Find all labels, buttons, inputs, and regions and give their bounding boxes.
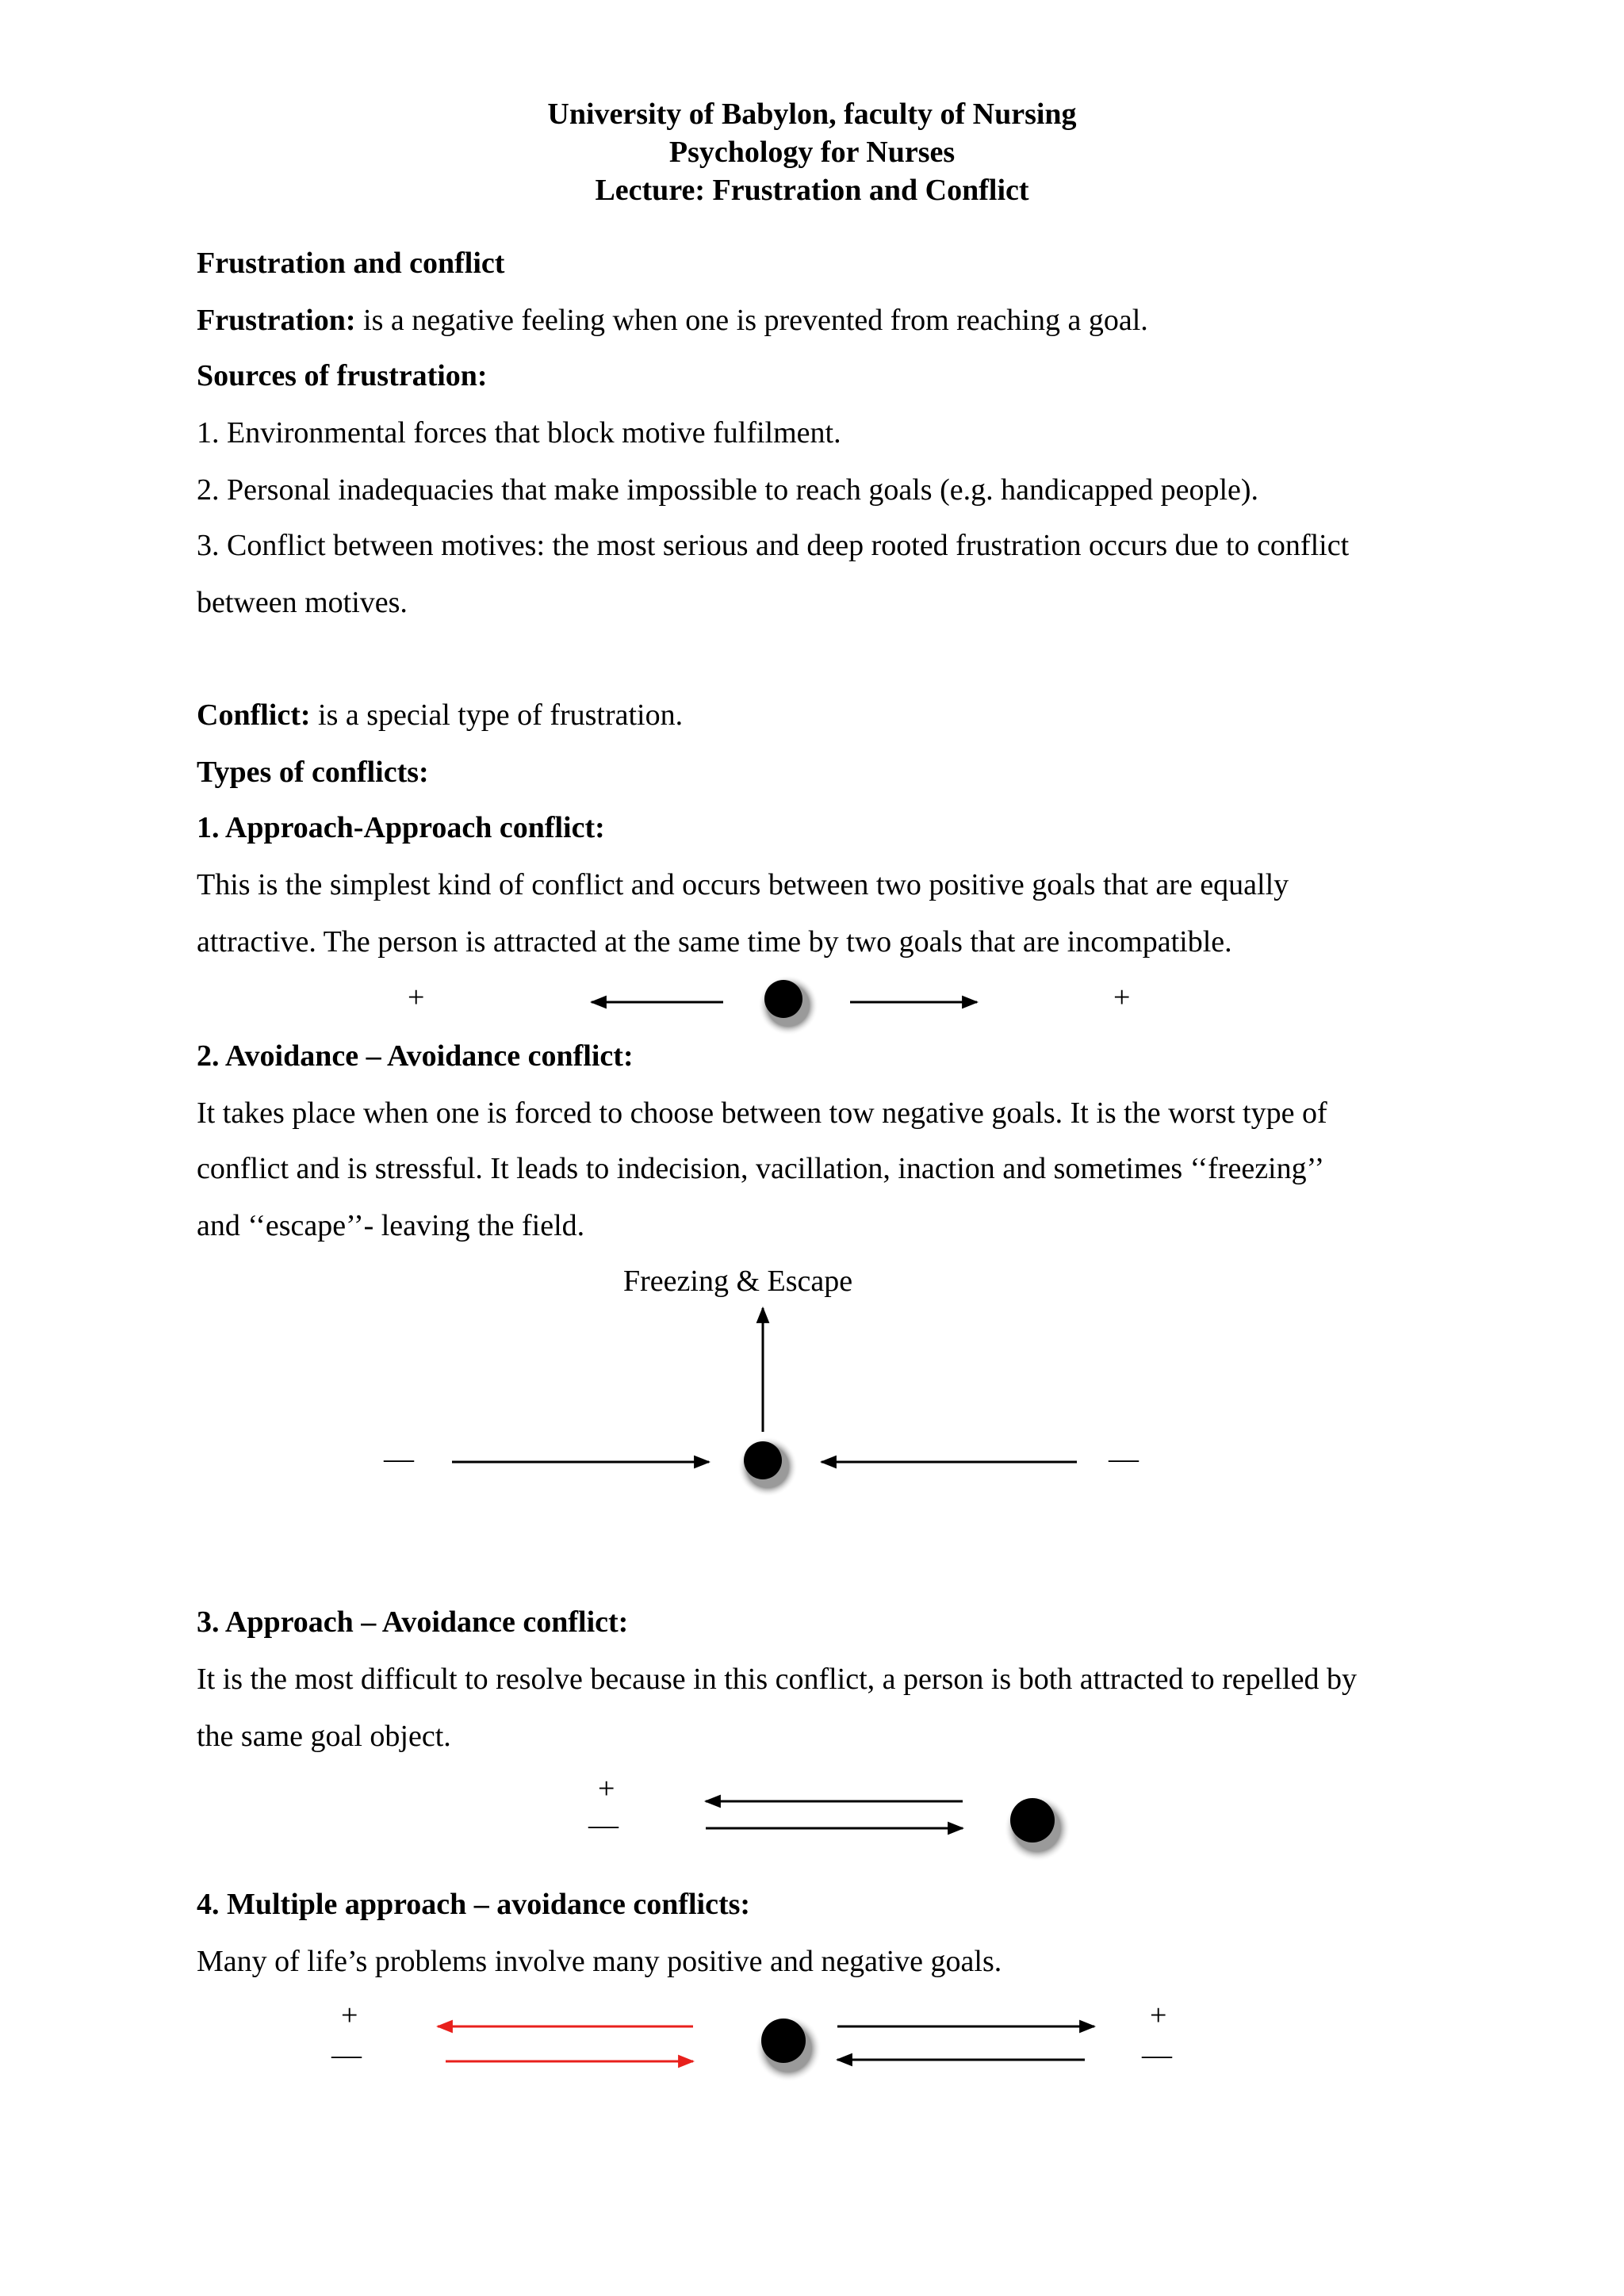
type4-heading: 4. Multiple approach – avoidance conflicts:	[197, 1888, 751, 1921]
source-item-continued: between motives.	[197, 586, 408, 619]
type1-text: This is the simplest kind of conflict and occurs between two positive goals that are equally	[197, 868, 1289, 901]
types-heading: Types of conflicts:	[197, 756, 429, 789]
type4-left-minus: —	[331, 2038, 362, 2072]
source-item: 3. Conflict between motives: the most serious and deep rooted frustration occurs due to conflict	[197, 529, 1350, 562]
type3-heading: 3. Approach – Avoidance conflict:	[197, 1605, 629, 1639]
type3-minus: —	[588, 1808, 619, 1842]
type2-freezing-escape-label: Freezing & Escape	[623, 1265, 853, 1298]
type2-text: It takes place when one is forced to choose between tow negative goals. It is the worst type of	[197, 1096, 1327, 1130]
type4-person-dot	[761, 2019, 806, 2063]
frustration-term: Frustration:	[197, 304, 356, 337]
type4-text: Many of life’s problems involve many positive and negative goals.	[197, 1945, 1002, 1978]
type2-right-minus: —	[1109, 1442, 1139, 1475]
header-university: University of Babylon, faculty of Nursing	[547, 98, 1077, 131]
type4-right-plus: +	[1150, 1999, 1167, 2032]
type1-heading: 1. Approach-Approach conflict:	[197, 811, 605, 844]
sources-heading: Sources of frustration:	[197, 359, 488, 392]
conflict-term: Conflict:	[197, 698, 311, 732]
type1-left-plus: +	[408, 981, 425, 1014]
conflict-text: is a special type of frustration.	[310, 698, 684, 732]
type4-right-minus: —	[1142, 2038, 1172, 2072]
type2-text: conflict and is stressful. It leads to indecision, vacillation, inaction and sometimes ‘‘freezing’’	[197, 1152, 1325, 1185]
type2-text: and ‘‘escape’’- leaving the field.	[197, 1209, 585, 1242]
type2-left-minus: —	[384, 1442, 414, 1475]
type2-heading: 2. Avoidance – Avoidance conflict:	[197, 1039, 634, 1073]
source-item: 1. Environmental forces that block motive fulfilment.	[197, 416, 841, 450]
type4-left-plus: +	[341, 1999, 358, 2032]
header-course: Psychology for Nurses	[668, 136, 956, 169]
type1-right-plus: +	[1113, 981, 1131, 1014]
header-lecture: Lecture: Frustration and Conflict	[595, 174, 1029, 207]
type3-plus: +	[598, 1772, 615, 1805]
frustration-text: is a negative feeling when one is prevented from reaching a goal.	[355, 304, 1148, 337]
type1-text: attractive. The person is attracted at the same time by two goals that are incompatible.	[197, 925, 1232, 959]
section-title: Frustration and conflict	[197, 247, 505, 280]
type3-text: the same goal object.	[197, 1720, 451, 1753]
type3-text: It is the most difficult to resolve because in this conflict, a person is both attracted to repelled by	[197, 1663, 1357, 1696]
source-item: 2. Personal inadequacies that make impossible to reach goals (e.g. handicapped people).	[197, 473, 1259, 507]
